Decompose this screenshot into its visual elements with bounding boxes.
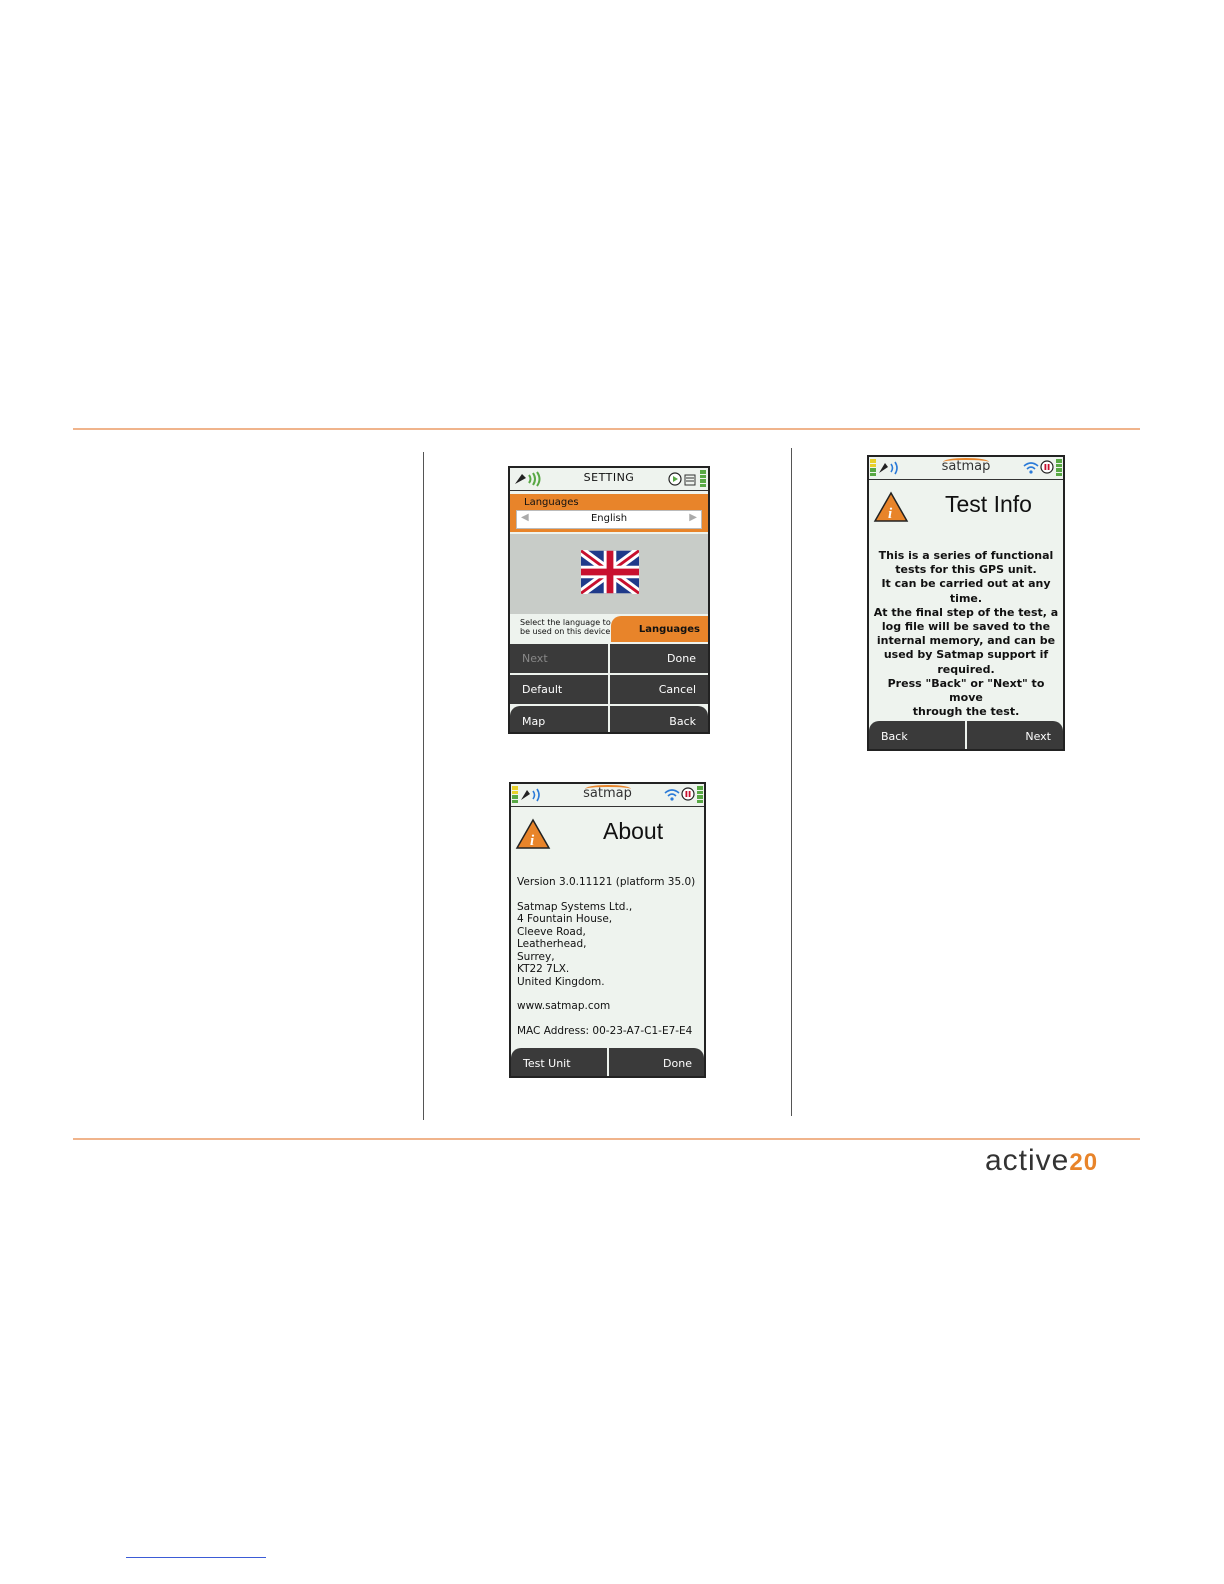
brand-logo bbox=[985, 1144, 1098, 1178]
language-selector[interactable] bbox=[516, 510, 702, 529]
next-button[interactable]: Next bbox=[967, 721, 1063, 751]
desc-line-10: Press "Back" or "Next" to move bbox=[887, 676, 1045, 705]
battery-icon-right bbox=[1056, 459, 1062, 476]
column-divider-left bbox=[423, 452, 424, 1120]
address-line-4: Surrey, bbox=[517, 950, 555, 963]
back-button[interactable]: Back bbox=[869, 721, 967, 751]
desc-line-4: time. bbox=[949, 591, 983, 605]
address-line-3: Leatherhead, bbox=[517, 938, 587, 950]
flag-area bbox=[510, 534, 708, 614]
arrow-right-icon[interactable]: ▶ bbox=[689, 512, 697, 523]
back-button[interactable]: Back bbox=[610, 706, 708, 734]
svg-text:i: i bbox=[888, 506, 893, 522]
svg-text:i: i bbox=[530, 833, 535, 849]
status-bar bbox=[869, 457, 1063, 480]
bottom-rule bbox=[73, 1138, 1140, 1140]
about-screen bbox=[509, 782, 706, 1078]
default-button[interactable]: Default bbox=[510, 675, 610, 704]
storage-icon bbox=[684, 472, 696, 486]
status-bar bbox=[510, 468, 708, 491]
column-divider-right bbox=[791, 448, 792, 1116]
postcode-line: KT22 7LX. bbox=[517, 963, 570, 975]
uk-flag-icon bbox=[581, 550, 639, 594]
desc-line-11: through the test. bbox=[912, 705, 1020, 719]
button-row-1 bbox=[510, 644, 708, 673]
desc-line-3: It can be carried out at any bbox=[881, 577, 1051, 591]
test-info-description bbox=[871, 549, 1061, 719]
map-button[interactable]: Map bbox=[510, 706, 610, 734]
about-details bbox=[517, 876, 703, 1037]
brand-text: active bbox=[985, 1144, 1070, 1177]
about-heading: About bbox=[603, 818, 664, 844]
website-line: www.satmap.com bbox=[517, 1000, 611, 1012]
status-bar bbox=[511, 784, 704, 807]
desc-line-7: internal memory, and can be bbox=[876, 634, 1056, 648]
wifi-icon bbox=[1023, 461, 1039, 475]
top-rule bbox=[73, 428, 1140, 430]
mac-address-line: MAC Address: 00-23-A7-C1-E7-E4 bbox=[517, 1024, 693, 1037]
about-button-row bbox=[511, 1048, 704, 1078]
pause-icon bbox=[1040, 460, 1054, 474]
test-info-button-row bbox=[869, 721, 1063, 751]
languages-panel bbox=[510, 494, 708, 532]
hint-text: Select the language to be used on this device bbox=[520, 618, 611, 636]
satmap-logo: satmap bbox=[869, 459, 1063, 474]
version-line: Version 3.0.11121 (platform 35.0) bbox=[517, 876, 696, 888]
footer-link-underline[interactable] bbox=[126, 1557, 266, 1558]
desc-line-2: tests for this GPS unit. bbox=[895, 563, 1037, 577]
test-unit-button[interactable]: Test Unit bbox=[511, 1048, 609, 1078]
done-button[interactable]: Done bbox=[609, 1048, 705, 1078]
cancel-button[interactable]: Cancel bbox=[610, 675, 708, 704]
next-button[interactable]: Next bbox=[510, 644, 610, 673]
desc-line-8: used by Satmap support if bbox=[883, 648, 1049, 662]
tab-languages[interactable]: Languages bbox=[611, 616, 710, 642]
warning-info-icon bbox=[515, 818, 551, 850]
test-info-heading: Test Info bbox=[945, 491, 1032, 517]
company-line: Satmap Systems Ltd., bbox=[517, 900, 633, 913]
pause-icon bbox=[681, 787, 695, 801]
setting-screen bbox=[508, 466, 710, 734]
desc-line-5: At the final step of the test, a bbox=[873, 605, 1059, 619]
languages-label: Languages bbox=[524, 497, 579, 508]
battery-icon bbox=[700, 470, 706, 487]
done-button[interactable]: Done bbox=[610, 644, 708, 673]
satmap-logo: satmap bbox=[511, 786, 704, 801]
test-info-screen bbox=[867, 455, 1065, 751]
arrow-left-icon[interactable]: ◀ bbox=[521, 512, 529, 523]
address-line-1: 4 Fountain House, bbox=[517, 913, 613, 925]
wifi-icon bbox=[664, 788, 680, 802]
button-row-2 bbox=[510, 675, 708, 704]
screen-title: SETTING bbox=[583, 471, 635, 484]
warning-info-icon bbox=[873, 491, 909, 523]
desc-line-9: required. bbox=[937, 662, 995, 676]
play-icon bbox=[668, 472, 682, 486]
button-row-3 bbox=[510, 706, 708, 734]
desc-line-6: log file will be saved to the bbox=[881, 620, 1051, 634]
address-line-2: Cleeve Road, bbox=[517, 925, 586, 938]
desc-line-1: This is a series of functional bbox=[878, 549, 1054, 562]
battery-icon-right bbox=[697, 786, 703, 803]
language-value: English bbox=[590, 513, 628, 524]
country-line: United Kingdom. bbox=[517, 975, 605, 988]
brand-number: 20 bbox=[1069, 1149, 1099, 1176]
